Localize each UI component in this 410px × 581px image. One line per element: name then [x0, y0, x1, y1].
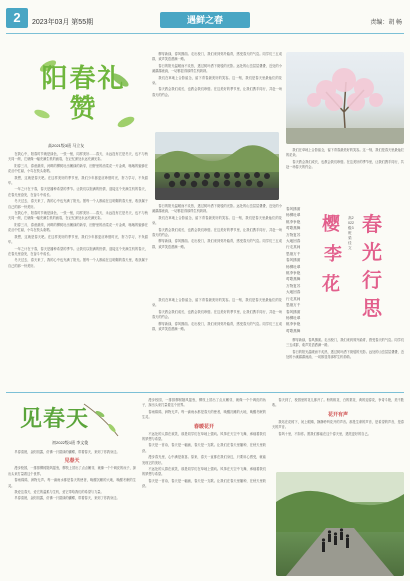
poem-line: 桃李争艳: [286, 271, 301, 276]
paragraph: 春日的阳光温暖而不炙热，透过树叶洒下斑驳的光影。远处的山峦层层叠叠，近处的小溪潺潺流淌，一切都显得那样生机勃勃。: [286, 349, 404, 360]
calligraphy-char: 行: [362, 268, 382, 292]
poem-line: 万物复苏: [286, 232, 301, 237]
poem-line: 大地回春: [286, 239, 301, 244]
subsection-heading: 春暖花开: [193, 424, 214, 430]
poem-line: 莺歌燕舞: [286, 226, 301, 231]
paragraph: 阳春三月，春意最浓，河畔的柳树吐出嫩绿的新芽，田野里的油菜花一片金黄，嗡嗡的蜜蜂在花丛中忙碌，小鸟在枝头欢唱。: [8, 222, 148, 233]
paragraph: 柳芽新绿，春风拂面。走出校门，我们来到郊外踏青，感受春天的气息。同学们三五成群，欢声笑语洒满一路。: [152, 321, 282, 332]
section-banner: 遇鲜之春: [160, 12, 250, 28]
page-header: [0, 0, 410, 50]
paragraph: 春天到了，校园里的花儿都开了。粉的桃花、白的梨花、黄的迎春花，争奇斗艳，美不胜收。: [272, 398, 404, 408]
article4-body: [142, 398, 266, 576]
paragraph: 春天教会我们成长，也教会我们珍惜。在这美好的季节里，让我们携手同行，共赴一场春天的约会。: [152, 227, 282, 238]
issue-date: 2023年03月 第55期: [32, 19, 94, 26]
paragraph: 在我心中，阳春时节就是绿色，一张一弛，同样美好……春天，永远没有它是冬天，也不与秋天同一颜，它就像一幅充满生机的画卷，在记忆深处永远充满光彩。: [8, 152, 148, 162]
paragraph: 我们在草地上合影留念，留下青春最美好的笑容。这一刻，我们是春天里最灿烂的花朵。: [152, 215, 282, 226]
poem-line: 行走其间: [286, 296, 301, 301]
editor-credit: 责编：胡 畅: [370, 20, 402, 26]
paragraph: 春天教会我们成长，也教会我们珍惜。在这美好的季节里，让我们携手同行，共赴一场春天的约会。: [286, 159, 404, 170]
paragraph: 春雨绵绵，润物无声。每一滴雨水都是春天的使者，唤醒沉睡的大地，唤醒冬眠的生灵。: [8, 478, 136, 488]
paragraph: 我们在草地上合影留念，留下青春最美好的笑容。这一刻，我们是春天里最灿烂的花朵。: [152, 298, 282, 308]
paragraph: 早春清晨，金阳初露，仿佛一只碧绿的蝴蝶，带着春天，来到了你我身边。: [14, 450, 120, 454]
paragraph: 春风十里，不如你。愿我们都能在这个春天里，遇见更好的自己。: [278, 431, 371, 436]
poem-line: 桃李争艳: [286, 219, 301, 224]
walkway-photo: [276, 472, 404, 576]
paragraph: 春雨绵绵，润物无声。每一滴雨水都是春天的使者，唤醒沉睡的大地，唤醒冬眠的生灵。: [142, 409, 266, 420]
paragraph: 柳芽新绿，春风拂面。走出校门，我们来到郊外踏青，感受春天的气息。同学们三五成群，欢声笑语洒满一路。: [152, 239, 282, 249]
paragraph: 不远处的人群在欢笑，那是同学们在草地上嬉戏。风筝在天空中飞舞，承载着我们的梦想与希望。: [142, 467, 266, 477]
paragraph: 一年之计在于春，春天是播种希望的季节。让我们以饱满的热情，迎接这个充满生机的春天，在春光里奋发，在奋斗中成长。: [8, 187, 148, 197]
calligraphy-char: 思: [362, 296, 382, 320]
poem-line: 桃李争艳: [286, 322, 301, 327]
calligraphy-char: 春: [362, 212, 382, 236]
poem-subtitle: 高2022级3班 梁佳文: [348, 216, 354, 250]
calligraphy-char: 李: [324, 244, 342, 265]
poem-line: 杨柳吐翠: [286, 315, 301, 320]
calligraphy-char: 樱: [322, 214, 340, 235]
article1-byline: 高2021级3班 马立友: [48, 143, 85, 148]
article1-body: [8, 152, 148, 367]
poem-line: 春风拂面: [286, 258, 301, 263]
header-rule: [6, 33, 404, 34]
paragraph: 春天是一首诗，春天是一幅画，春天是一支歌。让我们在春天里播种，在秋天里收获。: [142, 443, 266, 453]
article1-title-art: [28, 52, 138, 136]
paragraph: 一年之计在于春，春天是播种希望的季节。让我们以饱满的热情，迎接这个充满生机的春天，在春光里奋发，在奋斗中成长。: [8, 246, 148, 256]
paragraph: 不远处的人群在欢笑，那是同学们在草地上嬉戏。风筝在天空中飞舞，承载着我们的梦想与希望。: [142, 431, 266, 442]
paragraph: 漫步校园，一排排柳树随风摇曳，柳枝上冒出了点点嫩芽，就像一个个调皮的孩子，探出头来打量着这个世界。: [8, 466, 136, 476]
paragraph: 早春清晨，金阳初露，仿佛一只碧绿的蝴蝶，带着春天，来到了你我身边。: [14, 496, 120, 501]
article5-body: [272, 398, 404, 470]
article2-right-cont: [286, 338, 404, 386]
paragraph: 春天是一首诗，春天是一幅画，春天是一支歌。让我们在春天里播种，在秋天里收获。: [142, 478, 266, 489]
paragraph: 冬天过去，春天来了，我的心中也充满了阳光。愿每一个人都能在这明媚的春天里，收获属于自己的那一份美好。: [8, 258, 148, 268]
article2-side-text: [286, 148, 404, 203]
paragraph: 我想，这就是春天吧。在这样美好的季节里，我们少年郎更应珍惜时光，努力学习，不负韶华。: [8, 234, 148, 245]
poem-line: 思绪万千: [286, 251, 301, 256]
article3-byline: 初2022级1班 李文俊: [52, 440, 89, 445]
paragraph: 春日的阳光温暖而不炙热，透过树叶洒下斑驳的光影。远处的山峦层层叠叠，近处的小溪潺潺流淌，一切都显得那样生机勃勃。: [152, 204, 282, 214]
page-number: 2: [6, 8, 28, 28]
paragraph: 柳芽新绿，春风拂面。走出校门，我们来到郊外踏青，感受春天的气息。同学们三五成群，欢声笑语洒满一路。: [286, 338, 404, 348]
paragraph: 春天教会我们成长，也教会我们珍惜。在这美好的季节里，让我们携手同行，共赴一场春天的约会。: [152, 87, 282, 97]
poem-line: 莺歌燕舞: [286, 277, 301, 282]
subsection-heading: 见春天: [64, 459, 80, 465]
paragraph: 我站在花树下，闭上眼睛，静静聆听花开的声音。那是生命的声音，是希望的声音，是春天的声音。: [272, 419, 404, 430]
article3-title-art: [14, 398, 124, 442]
poem-line: 春风拂面: [286, 207, 301, 211]
poem-line: 杨柳吐翠: [286, 213, 301, 218]
paragraph: 春日的阳光温暖而不炙热，透过树叶洒下斑驳的光影。远处的山峦层层叠叠，近处的小溪潺潺流淌，一切都显得那样生机勃勃。: [152, 63, 282, 74]
article2-body-cont: [152, 204, 282, 294]
poem-calligraphy: [318, 206, 404, 336]
poem-line: 思绪万千: [286, 303, 301, 308]
article2-middle-cont: [152, 298, 282, 386]
paragraph: 阳春三月，春意最浓，河畔的柳树吐出嫩绿的新芽，田野里的油菜花一片金黄，嗡嗡的蜜蜂在花丛中忙碌，小鸟在枝头欢唱。: [8, 163, 148, 174]
paragraph: 我们在草地上合影留念，留下青春最美好的笑容。这一刻，我们是春天里最灿烂的花朵。: [152, 75, 282, 86]
article3-title: 见春天: [20, 406, 90, 432]
paragraph: 我们在草地上合影留念，留下青春最美好的笑容。这一刻，我们是春天里最灿烂的花朵。: [286, 148, 404, 158]
poem-text: [286, 206, 318, 336]
paragraph: 我想，这就是春天吧。在这样美好的季节里，我们少年郎更应珍惜时光，努力学习，不负韶华。: [8, 175, 148, 186]
paragraph: 冬天过去，春天来了，我的心中也充满了阳光。愿每一个人都能在这明媚的春天里，收获属于自己的那一份美好。: [8, 199, 148, 209]
paragraph: 漫步校园，一排排柳树随风摇曳，柳枝上冒出了点点嫩芽，就像一个个调皮的孩子，探出头来打量着这个世界。: [142, 398, 266, 408]
calligraphy-char: 光: [362, 240, 382, 264]
poem-line: 春风拂面: [286, 309, 301, 314]
article3-body: [8, 450, 136, 576]
section-divider: [6, 392, 404, 393]
subsection-heading: 花开有声: [327, 412, 348, 418]
article2-body: [152, 52, 282, 130]
poem-line: 大地回春: [286, 290, 301, 295]
paragraph: 我爱这春天，爱它的温柔与生机，爱它带给我们的希望与力量。: [14, 490, 104, 495]
paragraph: 漫步春光里，心中满是欢喜。原来，春天一直都在我们身边，只要用心感受，就能发现它的美好。: [142, 455, 266, 465]
paragraph: 春天教会我们成长，也教会我们珍惜。在这美好的季节里，让我们携手同行，共赴一场春天的约会。: [152, 309, 282, 320]
paragraph: 柳芽新绿，春风拂面。走出校门，我们来到郊外踏青，感受春天的气息。同学们三五成群，欢声笑语洒满一路。: [152, 52, 282, 62]
calligraphy-char: 花: [322, 274, 340, 295]
group-photo: [155, 132, 279, 200]
poem-line: 莺歌燕舞: [286, 328, 301, 333]
poem-line: 行走其间: [286, 245, 301, 250]
poem-line: 万物复苏: [286, 283, 301, 288]
article1-title: 阳春礼赞: [41, 64, 126, 124]
tree-photo: [286, 52, 404, 144]
paragraph: 在我心中，阳春时节就是绿色，一张一弛，同样美好……春天，永远没有它是冬天，也不与秋天同一颜，它就像一幅充满生机的画卷，在记忆深处永远充满光彩。: [8, 211, 148, 221]
poem-line: 杨柳吐翠: [286, 264, 301, 269]
